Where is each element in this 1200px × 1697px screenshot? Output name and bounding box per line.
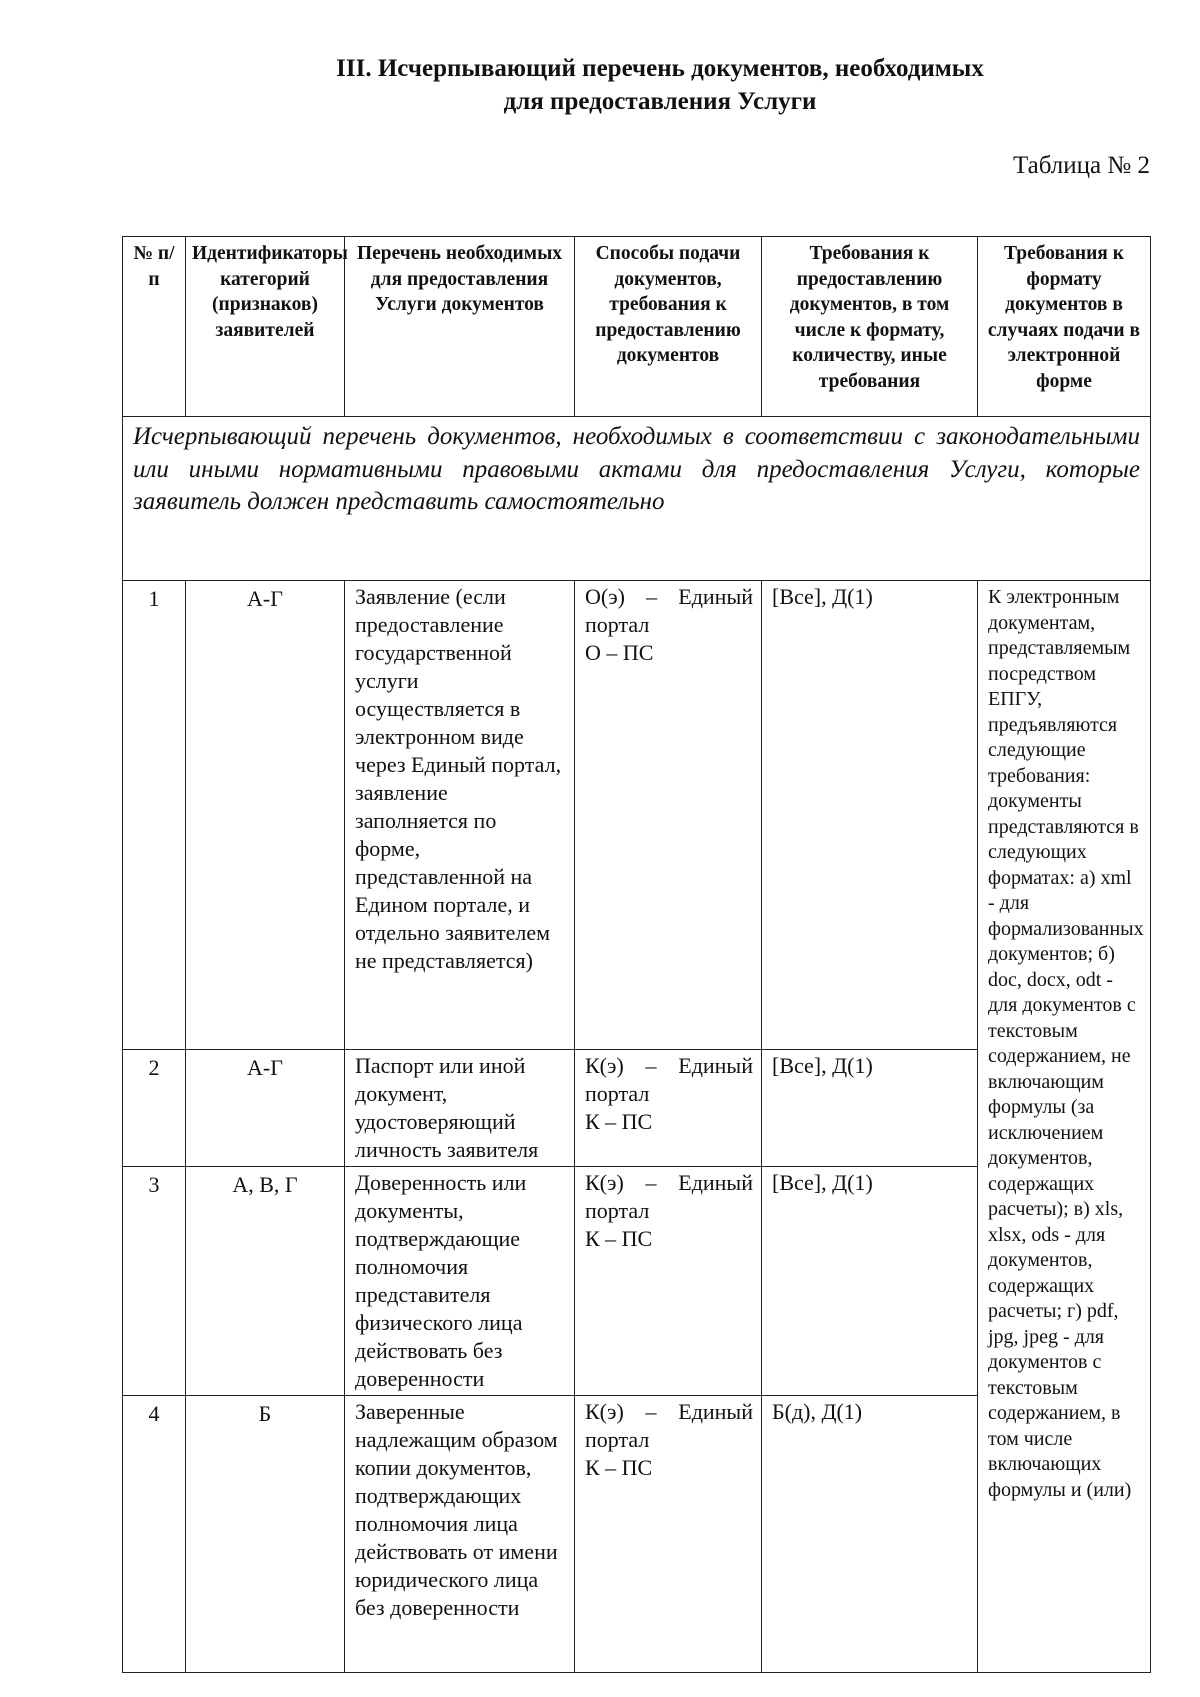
row-method-line-2: О – ПС [585,640,654,665]
table-label: Таблица № 2 [1012,152,1150,179]
row-document: Доверенность или документы, подтверждающие полномочия представителя физического лица действовать без доверенности [345,1167,575,1396]
section-heading [0,52,1200,118]
col-header-methods: Способы подачи документов, требования к предоставлению документов [575,237,762,417]
row-method [575,1167,762,1396]
col-header-documents: Перечень необходимых для предоставления Услуги документов [345,237,575,417]
row-document: Паспорт или иной документ, удостоверяющий личность заявителя [345,1050,575,1167]
row-number: 2 [123,1050,186,1167]
row-document: Заявление (если предоставление государственной услуги осуществляется в электронном виде через Единый портал, заявление заполняется по форме, представленной на Едином портале, и отдельно заявителем не представляется) [345,581,575,1050]
col-header-number: № п/п [123,237,186,417]
row-category: А-Г [186,581,345,1050]
row-requirements: [Все], Д(1) [762,1050,978,1167]
row-method [575,581,762,1050]
table-row [123,581,1151,1050]
row-method-line-2: К – ПС [585,1226,653,1251]
row-category: А, В, Г [186,1167,345,1396]
row-method-line-1: К(э) – Единый портал [585,1170,753,1223]
col-header-category: Идентификаторы категорий (признаков) заявителей [186,237,345,417]
row-requirements: Б(д), Д(1) [762,1396,978,1673]
heading-line-2: для предоставления Услуги [503,88,817,115]
row-method-line-1: К(э) – Единый портал [585,1399,753,1452]
row-document: Заверенные надлежащим образом копии документов, подтверждающих полномочия лица действовать от имени юридического лица без доверенности [345,1396,575,1673]
row-category: Б [186,1396,345,1673]
row-method [575,1396,762,1673]
format-requirements: К электронным документам, представляемым посредством ЕПГУ, предъявляются следующие требования: документы представляются в следующих форматах: а) xml - для формализованных документов; б) doc, docx, odt - для документов с текстовым содержанием, не включающим формулы (за исключением документов, содержащих расчеты); в) xls, xlsx, ods - для документов, содержащих расчеты; г) pdf, jpg, jpeg - для документов с текстовым содержанием, в том числе включающих формулы и (или) [978,581,1151,1673]
row-number: 4 [123,1396,186,1673]
row-number: 3 [123,1167,186,1396]
documents-table [122,236,1151,1673]
section-row [123,417,1151,581]
heading-line-1: III. Исчерпывающий перечень документов, необходимых [336,55,984,82]
row-category: А-Г [186,1050,345,1167]
col-header-requirements: Требования к предоставлению документов, в том числе к формату, количеству, иные требования [762,237,978,417]
row-method-line-2: К – ПС [585,1455,653,1480]
row-method-line-1: О(э) – Единый портал [585,584,753,637]
table-header-row [123,237,1151,417]
row-method [575,1050,762,1167]
row-number: 1 [123,581,186,1050]
row-method-line-1: К(э) – Единый портал [585,1053,753,1106]
row-requirements: [Все], Д(1) [762,1167,978,1396]
section-title: Исчерпывающий перечень документов, необходимых в соответствии с законодательными или иными нормативными правовыми актами для предоставления Услуги, которые заявитель должен представить самостоятельно [123,417,1151,581]
row-requirements: [Все], Д(1) [762,581,978,1050]
col-header-format: Требования к формату документов в случаях подачи в электронной форме [978,237,1151,417]
row-method-line-2: К – ПС [585,1109,653,1134]
